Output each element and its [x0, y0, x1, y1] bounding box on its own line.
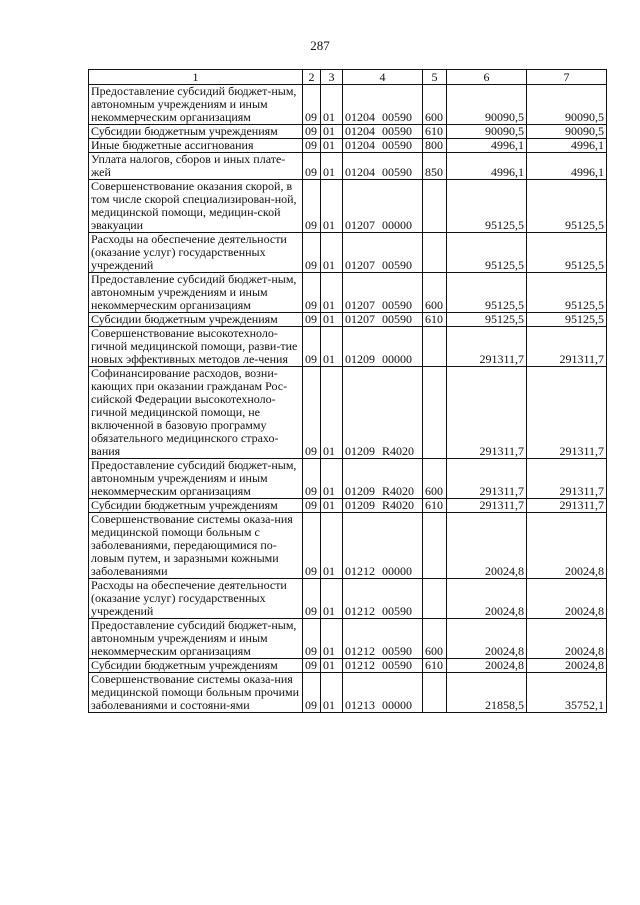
- section-code-cell: 01: [321, 673, 343, 713]
- table-row: [89, 659, 607, 673]
- section-code-cell: 01: [321, 579, 343, 619]
- target-article-cell: 01207 00000: [343, 180, 423, 233]
- ministry-code-cell: 09: [303, 459, 321, 499]
- amount-2-cell: 20024,8: [527, 619, 607, 659]
- amount-2-cell: 90090,5: [527, 125, 607, 139]
- target-article-cell: 01209 00000: [343, 327, 423, 367]
- row-name-cell: Иные бюджетные ассигнования: [89, 139, 303, 153]
- amount-2-cell: 35752,1: [527, 673, 607, 713]
- amount-1-cell: 95125,5: [447, 233, 527, 273]
- expense-type-cell: 610: [423, 499, 447, 513]
- section-code-cell: 01: [321, 153, 343, 180]
- expense-type-cell: [423, 180, 447, 233]
- header-col-1: 1: [89, 70, 303, 85]
- target-article-cell: 01213 00000: [343, 673, 423, 713]
- expense-type-cell: 610: [423, 125, 447, 139]
- expense-type-cell: 600: [423, 273, 447, 313]
- table-row: [89, 125, 607, 139]
- section-code-cell: 01: [321, 499, 343, 513]
- target-article-cell: 01204 00590: [343, 153, 423, 180]
- expense-type-cell: 600: [423, 619, 447, 659]
- section-code-cell: 01: [321, 367, 343, 459]
- header-col-5: 5: [423, 70, 447, 85]
- target-article-cell: 01209 R4020: [343, 499, 423, 513]
- header-col-7: 7: [527, 70, 607, 85]
- ministry-code-cell: 09: [303, 233, 321, 273]
- amount-1-cell: 90090,5: [447, 125, 527, 139]
- amount-1-cell: 20024,8: [447, 579, 527, 619]
- target-article-cell: 01209 R4020: [343, 459, 423, 499]
- ministry-code-cell: 09: [303, 513, 321, 579]
- amount-2-cell: 95125,5: [527, 180, 607, 233]
- amount-1-cell: 95125,5: [447, 180, 527, 233]
- section-code-cell: 01: [321, 180, 343, 233]
- row-name-cell: Субсидии бюджетным учреждениям: [89, 499, 303, 513]
- amount-1-cell: 21858,5: [447, 673, 527, 713]
- row-name-cell: Субсидии бюджетным учреждениям: [89, 125, 303, 139]
- amount-1-cell: 20024,8: [447, 619, 527, 659]
- expense-type-cell: 610: [423, 659, 447, 673]
- ministry-code-cell: 09: [303, 327, 321, 367]
- ministry-code-cell: 09: [303, 85, 321, 125]
- target-article-cell: 01207 00590: [343, 313, 423, 327]
- amount-1-cell: 291311,7: [447, 367, 527, 459]
- amount-2-cell: 20024,8: [527, 659, 607, 673]
- amount-1-cell: 95125,5: [447, 313, 527, 327]
- amount-2-cell: 95125,5: [527, 233, 607, 273]
- expense-type-cell: [423, 327, 447, 367]
- section-code-cell: 01: [321, 233, 343, 273]
- table-row: [89, 233, 607, 273]
- section-code-cell: 01: [321, 139, 343, 153]
- table-row: [89, 180, 607, 233]
- amount-1-cell: 291311,7: [447, 459, 527, 499]
- header-col-6: 6: [447, 70, 527, 85]
- header-col-2: 2: [303, 70, 321, 85]
- amount-2-cell: 291311,7: [527, 367, 607, 459]
- target-article-cell: 01212 00590: [343, 619, 423, 659]
- table-row: [89, 513, 607, 579]
- section-code-cell: 01: [321, 327, 343, 367]
- ministry-code-cell: 09: [303, 619, 321, 659]
- amount-1-cell: 20024,8: [447, 513, 527, 579]
- table-row: [89, 139, 607, 153]
- expense-type-cell: 610: [423, 313, 447, 327]
- row-name-cell: Уплата налогов, сборов и иных плате-жей: [89, 153, 303, 180]
- expense-type-cell: 850: [423, 153, 447, 180]
- row-name-cell: Предоставление субсидий бюджет-ным, автономным учреждениям и иным некоммерческим организациям: [89, 459, 303, 499]
- table-row: [89, 153, 607, 180]
- row-name-cell: Расходы на обеспечение деятельности (оказание услуг) государственных учреждений: [89, 579, 303, 619]
- section-code-cell: 01: [321, 659, 343, 673]
- table-row: [89, 313, 607, 327]
- target-article-cell: 01212 00000: [343, 513, 423, 579]
- section-code-cell: 01: [321, 619, 343, 659]
- row-name-cell: Предоставление субсидий бюджет-ным, автономным учреждениям и иным некоммерческим организациям: [89, 85, 303, 125]
- amount-2-cell: 95125,5: [527, 313, 607, 327]
- section-code-cell: 01: [321, 459, 343, 499]
- section-code-cell: 01: [321, 513, 343, 579]
- header-row: [89, 70, 607, 85]
- table-row: [89, 579, 607, 619]
- expense-type-cell: 600: [423, 459, 447, 499]
- row-name-cell: Совершенствование системы оказа-ния медицинской помощи больным с заболеваниями, передающимися по-ловым путем, и заразными кожными заболеваниями: [89, 513, 303, 579]
- amount-1-cell: 20024,8: [447, 659, 527, 673]
- ministry-code-cell: 09: [303, 579, 321, 619]
- amount-2-cell: 4996,1: [527, 153, 607, 180]
- target-article-cell: 01204 00590: [343, 85, 423, 125]
- target-article-cell: 01212 00590: [343, 579, 423, 619]
- ministry-code-cell: 09: [303, 313, 321, 327]
- amount-2-cell: 291311,7: [527, 459, 607, 499]
- amount-2-cell: 20024,8: [527, 513, 607, 579]
- header-col-4: 4: [343, 70, 423, 85]
- row-name-cell: Предоставление субсидий бюджет-ным, автономным учреждениям и иным некоммерческим организациям: [89, 619, 303, 659]
- ministry-code-cell: 09: [303, 673, 321, 713]
- table-row: [89, 327, 607, 367]
- table-row: [89, 85, 607, 125]
- amount-2-cell: 291311,7: [527, 327, 607, 367]
- row-name-cell: Субсидии бюджетным учреждениям: [89, 313, 303, 327]
- ministry-code-cell: 09: [303, 273, 321, 313]
- row-name-cell: Расходы на обеспечение деятельности (оказание услуг) государственных учреждений: [89, 233, 303, 273]
- row-name-cell: Предоставление субсидий бюджет-ным, автономным учреждениям и иным некоммерческим организациям: [89, 273, 303, 313]
- amount-1-cell: 4996,1: [447, 139, 527, 153]
- amount-2-cell: 20024,8: [527, 579, 607, 619]
- ministry-code-cell: 09: [303, 139, 321, 153]
- target-article-cell: 01207 00590: [343, 233, 423, 273]
- header-col-3: 3: [321, 70, 343, 85]
- page-number: 287: [310, 38, 330, 53]
- amount-2-cell: 95125,5: [527, 273, 607, 313]
- table-row: [89, 273, 607, 313]
- expense-type-cell: [423, 233, 447, 273]
- section-code-cell: 01: [321, 125, 343, 139]
- ministry-code-cell: 09: [303, 659, 321, 673]
- target-article-cell: 01204 00590: [343, 139, 423, 153]
- row-name-cell: Совершенствование высокотехноло-гичной медицинской помощи, разви-тие новых эффективных методов ле-чения: [89, 327, 303, 367]
- ministry-code-cell: 09: [303, 180, 321, 233]
- amount-2-cell: 4996,1: [527, 139, 607, 153]
- expense-type-cell: [423, 513, 447, 579]
- expense-type-cell: [423, 367, 447, 459]
- table-row: [89, 673, 607, 713]
- table-row: [89, 459, 607, 499]
- ministry-code-cell: 09: [303, 367, 321, 459]
- target-article-cell: 01204 00590: [343, 125, 423, 139]
- target-article-cell: 01207 00590: [343, 273, 423, 313]
- expense-type-cell: 600: [423, 85, 447, 125]
- amount-1-cell: 90090,5: [447, 85, 527, 125]
- amount-1-cell: 4996,1: [447, 153, 527, 180]
- expense-type-cell: [423, 579, 447, 619]
- target-article-cell: 01209 R4020: [343, 367, 423, 459]
- row-name-cell: Софинансирование расходов, возни-кающих при оказании гражданам Рос-сийской Федерации высокотехноло-гичной медицинской помощи, не включенной в базовую программу обязательного медицинского страхо-вания: [89, 367, 303, 459]
- amount-1-cell: 291311,7: [447, 327, 527, 367]
- amount-2-cell: 291311,7: [527, 499, 607, 513]
- table-row: [89, 367, 607, 459]
- section-code-cell: 01: [321, 313, 343, 327]
- ministry-code-cell: 09: [303, 153, 321, 180]
- amount-2-cell: 90090,5: [527, 85, 607, 125]
- target-article-cell: 01212 00590: [343, 659, 423, 673]
- table-row: [89, 499, 607, 513]
- table-row: [89, 619, 607, 659]
- section-code-cell: 01: [321, 273, 343, 313]
- section-code-cell: 01: [321, 85, 343, 125]
- ministry-code-cell: 09: [303, 499, 321, 513]
- row-name-cell: Совершенствование оказания скорой, в том числе скорой специализирован-ной, медицинской помощи, медицин-ской эвакуации: [89, 180, 303, 233]
- budget-table: [88, 69, 607, 713]
- row-name-cell: Субсидии бюджетным учреждениям: [89, 659, 303, 673]
- ministry-code-cell: 09: [303, 125, 321, 139]
- amount-1-cell: 291311,7: [447, 499, 527, 513]
- expense-type-cell: 800: [423, 139, 447, 153]
- row-name-cell: Совершенствование системы оказа-ния медицинской помощи больным прочими заболеваниями и состояни-ями: [89, 673, 303, 713]
- expense-type-cell: [423, 673, 447, 713]
- amount-1-cell: 95125,5: [447, 273, 527, 313]
